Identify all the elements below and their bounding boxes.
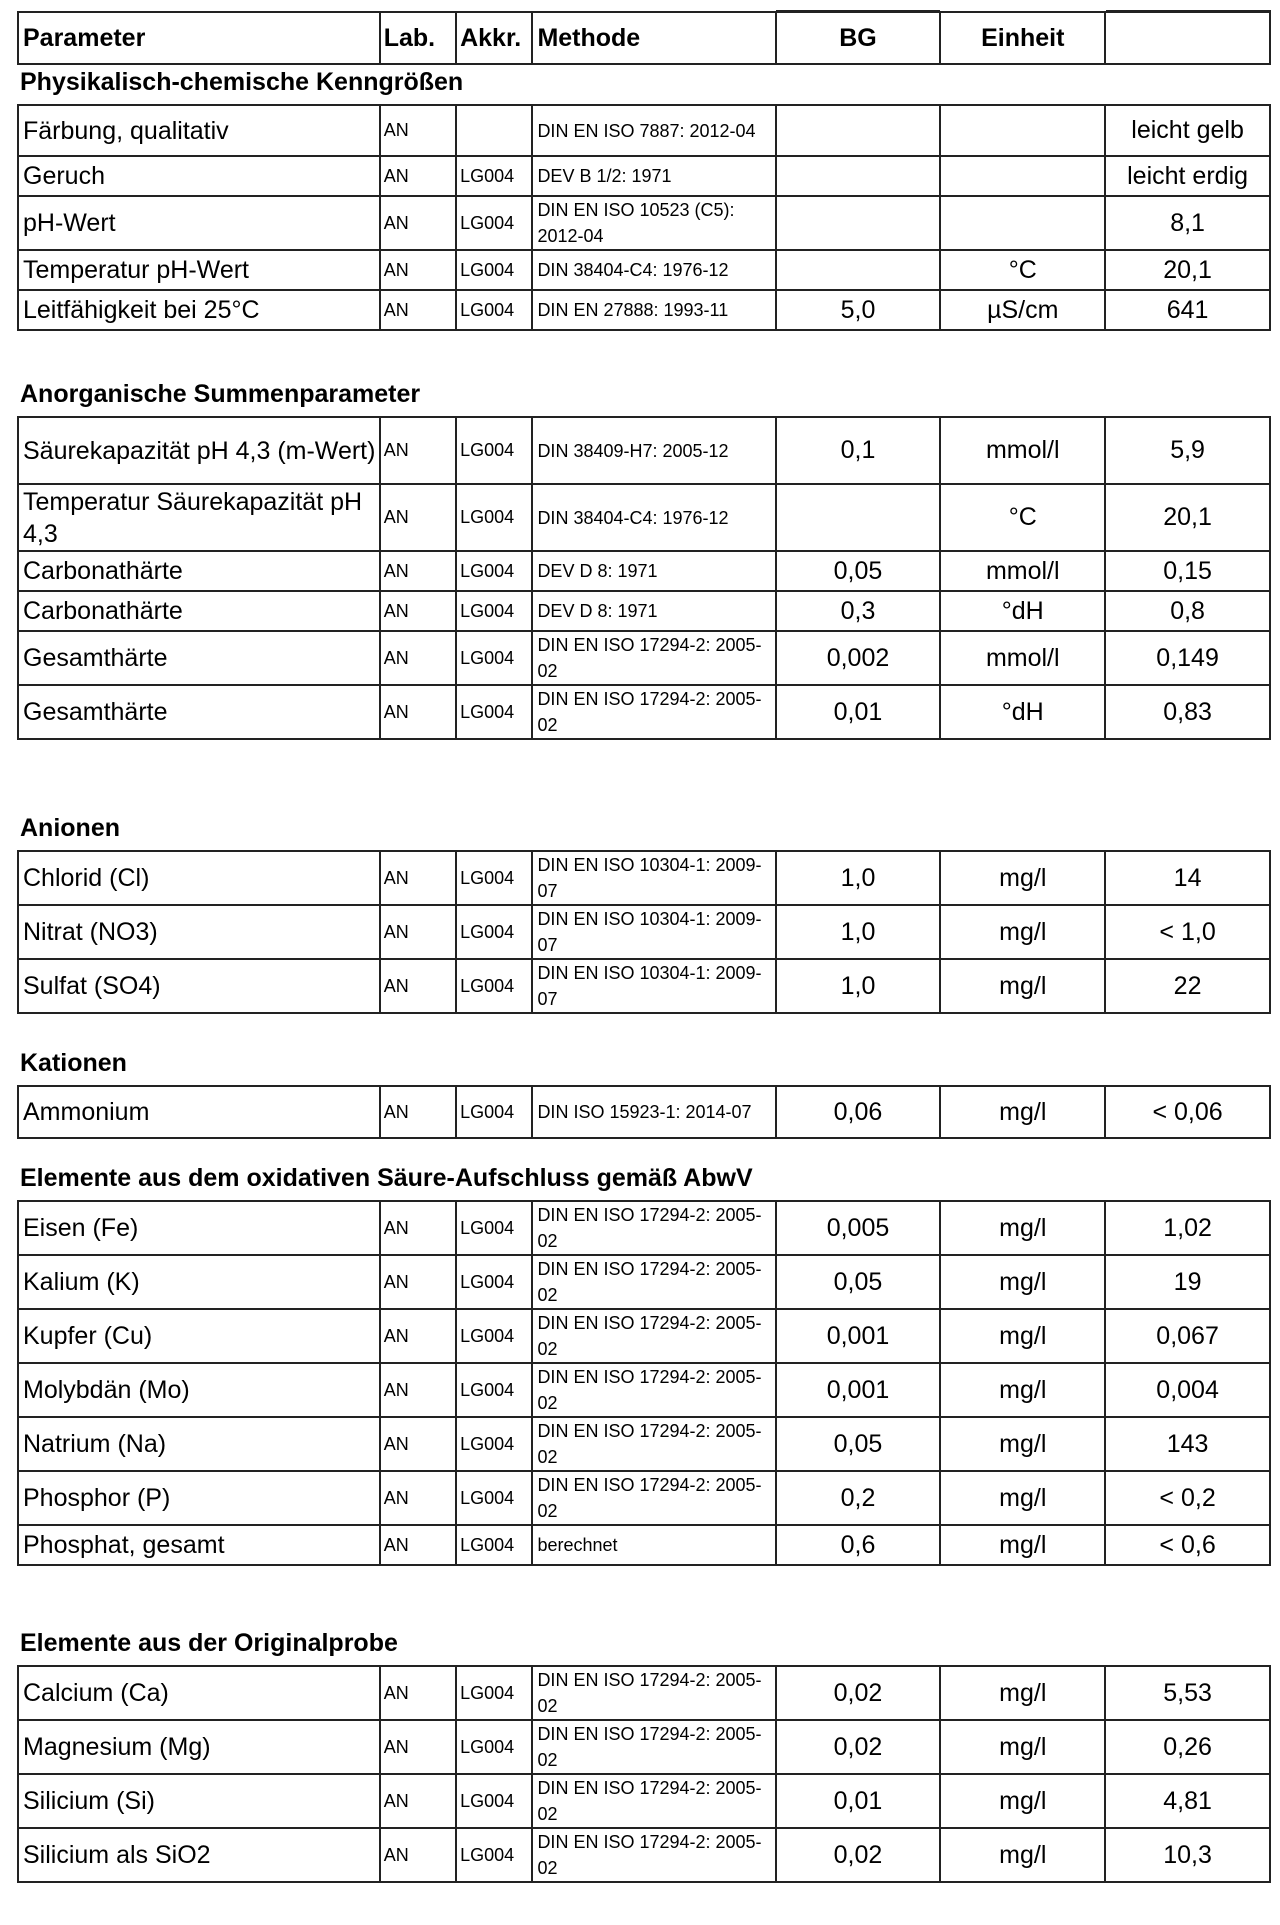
value-cell: 641 bbox=[1105, 290, 1270, 330]
lab-cell: AN bbox=[380, 417, 456, 484]
table-row bbox=[18, 1828, 1270, 1882]
value-cell: 0,26 bbox=[1105, 1720, 1270, 1774]
bg-cell: 0,3 bbox=[776, 591, 941, 631]
value-cell: < 0,6 bbox=[1105, 1525, 1270, 1565]
akkr-cell: LG004 bbox=[456, 1666, 532, 1720]
parameter-cell: Magnesium (Mg) bbox=[18, 1720, 380, 1774]
bg-cell: 1,0 bbox=[776, 851, 941, 905]
value-cell: leicht erdig bbox=[1105, 156, 1270, 196]
section-table bbox=[17, 1085, 1271, 1139]
unit-cell: °C bbox=[940, 250, 1105, 290]
table-row bbox=[18, 105, 1270, 156]
section-title: Elemente aus dem oxidativen Säure-Aufschluss gemäß AbwV bbox=[20, 1164, 753, 1192]
value-cell: 0,83 bbox=[1105, 685, 1270, 739]
bg-cell: 0,02 bbox=[776, 1828, 941, 1882]
unit-cell: mg/l bbox=[940, 959, 1105, 1013]
table-row bbox=[18, 1417, 1270, 1471]
lab-cell: AN bbox=[380, 1309, 456, 1363]
unit-cell: mg/l bbox=[940, 1828, 1105, 1882]
bg-cell bbox=[776, 105, 941, 156]
method-cell: DIN 38404-C4: 1976-12 bbox=[532, 250, 775, 290]
section-table bbox=[17, 1665, 1271, 1883]
parameter-cell: Silicium (Si) bbox=[18, 1774, 380, 1828]
bg-cell: 0,02 bbox=[776, 1720, 941, 1774]
value-cell: 22 bbox=[1105, 959, 1270, 1013]
method-cell: DIN EN ISO 7887: 2012-04 bbox=[532, 105, 775, 156]
header-parameter: Parameter bbox=[18, 12, 380, 64]
bg-cell: 0,001 bbox=[776, 1363, 941, 1417]
value-cell: 19 bbox=[1105, 1255, 1270, 1309]
parameter-cell: Leitfähigkeit bei 25°C bbox=[18, 290, 380, 330]
bg-cell: 1,0 bbox=[776, 905, 941, 959]
value-cell: leicht gelb bbox=[1105, 105, 1270, 156]
section-title: Kationen bbox=[20, 1049, 127, 1077]
value-cell: 0,149 bbox=[1105, 631, 1270, 685]
parameter-cell: Carbonathärte bbox=[18, 591, 380, 631]
method-cell: DIN ISO 15923-1: 2014-07 bbox=[532, 1086, 775, 1138]
unit-cell: mg/l bbox=[940, 1666, 1105, 1720]
parameter-cell: Ammonium bbox=[18, 1086, 380, 1138]
bg-cell bbox=[776, 196, 941, 250]
lab-cell: AN bbox=[380, 551, 456, 591]
table-row bbox=[18, 685, 1270, 739]
akkr-cell: LG004 bbox=[456, 290, 532, 330]
method-cell: DIN EN ISO 10304-1: 2009-07 bbox=[532, 851, 775, 905]
parameter-cell: Carbonathärte bbox=[18, 551, 380, 591]
value-cell: 20,1 bbox=[1105, 484, 1270, 551]
method-cell: DIN EN ISO 17294-2: 2005-02 bbox=[532, 1720, 775, 1774]
header-row bbox=[18, 12, 1270, 64]
section-table bbox=[17, 104, 1271, 331]
unit-cell: mg/l bbox=[940, 1086, 1105, 1138]
akkr-cell: LG004 bbox=[456, 196, 532, 250]
bg-cell: 0,6 bbox=[776, 1525, 941, 1565]
unit-cell: mmol/l bbox=[940, 631, 1105, 685]
parameter-cell: Phosphat, gesamt bbox=[18, 1525, 380, 1565]
bg-cell: 5,0 bbox=[776, 290, 941, 330]
section-title: Physikalisch-chemische Kenngrößen bbox=[20, 68, 464, 96]
akkr-cell: LG004 bbox=[456, 551, 532, 591]
akkr-cell: LG004 bbox=[456, 1201, 532, 1255]
parameter-cell: Gesamthärte bbox=[18, 685, 380, 739]
parameter-cell: Geruch bbox=[18, 156, 380, 196]
parameter-cell: Natrium (Na) bbox=[18, 1417, 380, 1471]
table-row bbox=[18, 1471, 1270, 1525]
bg-cell: 0,05 bbox=[776, 1417, 941, 1471]
lab-cell: AN bbox=[380, 1086, 456, 1138]
method-cell: DIN EN ISO 10304-1: 2009-07 bbox=[532, 959, 775, 1013]
header-lab: Lab. bbox=[380, 12, 456, 64]
table-row bbox=[18, 1774, 1270, 1828]
unit-cell: mg/l bbox=[940, 1720, 1105, 1774]
table-row bbox=[18, 1309, 1270, 1363]
unit-cell: mg/l bbox=[940, 1471, 1105, 1525]
parameter-cell: Kupfer (Cu) bbox=[18, 1309, 380, 1363]
unit-cell: mg/l bbox=[940, 1201, 1105, 1255]
table-row bbox=[18, 1201, 1270, 1255]
table-row bbox=[18, 484, 1270, 551]
table-row bbox=[18, 1720, 1270, 1774]
method-cell: berechnet bbox=[532, 1525, 775, 1565]
unit-cell: mg/l bbox=[940, 1774, 1105, 1828]
header-bg: BG bbox=[776, 12, 941, 64]
header-value bbox=[1105, 12, 1270, 64]
value-cell: < 1,0 bbox=[1105, 905, 1270, 959]
bg-cell: 0,2 bbox=[776, 1471, 941, 1525]
bg-cell bbox=[776, 250, 941, 290]
bg-cell: 0,06 bbox=[776, 1086, 941, 1138]
bg-cell: 0,05 bbox=[776, 1255, 941, 1309]
akkr-cell: LG004 bbox=[456, 631, 532, 685]
bg-cell: 1,0 bbox=[776, 959, 941, 1013]
akkr-cell: LG004 bbox=[456, 250, 532, 290]
lab-cell: AN bbox=[380, 196, 456, 250]
value-cell: 0,15 bbox=[1105, 551, 1270, 591]
parameter-cell: Temperatur pH-Wert bbox=[18, 250, 380, 290]
lab-cell: AN bbox=[380, 1720, 456, 1774]
value-cell: 143 bbox=[1105, 1417, 1270, 1471]
lab-cell: AN bbox=[380, 851, 456, 905]
value-cell: 0,067 bbox=[1105, 1309, 1270, 1363]
value-cell: 5,9 bbox=[1105, 417, 1270, 484]
akkr-cell: LG004 bbox=[456, 1525, 532, 1565]
value-cell: 0,8 bbox=[1105, 591, 1270, 631]
unit-cell bbox=[940, 196, 1105, 250]
value-cell: < 0,06 bbox=[1105, 1086, 1270, 1138]
header-methode: Methode bbox=[532, 12, 775, 64]
lab-cell: AN bbox=[380, 685, 456, 739]
bg-cell bbox=[776, 484, 941, 551]
lab-cell: AN bbox=[380, 1471, 456, 1525]
bg-cell: 0,05 bbox=[776, 551, 941, 591]
method-cell: DIN EN ISO 17294-2: 2005-02 bbox=[532, 685, 775, 739]
lab-cell: AN bbox=[380, 250, 456, 290]
unit-cell: mmol/l bbox=[940, 551, 1105, 591]
akkr-cell: LG004 bbox=[456, 1828, 532, 1882]
bg-cell: 0,01 bbox=[776, 685, 941, 739]
parameter-cell: Kalium (K) bbox=[18, 1255, 380, 1309]
unit-cell: mg/l bbox=[940, 1417, 1105, 1471]
method-cell: DIN EN 27888: 1993-11 bbox=[532, 290, 775, 330]
unit-cell: mg/l bbox=[940, 1525, 1105, 1565]
parameter-cell: Nitrat (NO3) bbox=[18, 905, 380, 959]
method-cell: DIN 38409-H7: 2005-12 bbox=[532, 417, 775, 484]
lab-cell: AN bbox=[380, 591, 456, 631]
unit-cell: mg/l bbox=[940, 905, 1105, 959]
method-cell: DIN EN ISO 17294-2: 2005-02 bbox=[532, 1417, 775, 1471]
value-cell: 0,004 bbox=[1105, 1363, 1270, 1417]
lab-cell: AN bbox=[380, 1255, 456, 1309]
table-row bbox=[18, 1086, 1270, 1138]
akkr-cell: LG004 bbox=[456, 1720, 532, 1774]
method-cell: DEV B 1/2: 1971 bbox=[532, 156, 775, 196]
value-cell: 8,1 bbox=[1105, 196, 1270, 250]
table-row bbox=[18, 551, 1270, 591]
method-cell: DIN EN ISO 17294-2: 2005-02 bbox=[532, 1363, 775, 1417]
parameter-cell: Säurekapazität pH 4,3 (m-Wert) bbox=[18, 417, 380, 484]
method-cell: DIN EN ISO 17294-2: 2005-02 bbox=[532, 1828, 775, 1882]
unit-cell: °C bbox=[940, 484, 1105, 551]
value-cell: 5,53 bbox=[1105, 1666, 1270, 1720]
akkr-cell: LG004 bbox=[456, 1774, 532, 1828]
header-akkr: Akkr. bbox=[456, 12, 532, 64]
method-cell: DIN EN ISO 17294-2: 2005-02 bbox=[532, 1471, 775, 1525]
lab-cell: AN bbox=[380, 631, 456, 685]
unit-cell: mmol/l bbox=[940, 417, 1105, 484]
parameter-cell: Färbung, qualitativ bbox=[18, 105, 380, 156]
akkr-cell: LG004 bbox=[456, 1086, 532, 1138]
parameter-cell: Phosphor (P) bbox=[18, 1471, 380, 1525]
parameter-cell: Molybdän (Mo) bbox=[18, 1363, 380, 1417]
table-row bbox=[18, 1525, 1270, 1565]
table-row bbox=[18, 959, 1270, 1013]
unit-cell: °dH bbox=[940, 685, 1105, 739]
lab-cell: AN bbox=[380, 290, 456, 330]
table-row bbox=[18, 591, 1270, 631]
bg-cell: 0,005 bbox=[776, 1201, 941, 1255]
header-einheit: Einheit bbox=[940, 12, 1105, 64]
lab-cell: AN bbox=[380, 1828, 456, 1882]
parameter-cell: Calcium (Ca) bbox=[18, 1666, 380, 1720]
unit-cell: mg/l bbox=[940, 1309, 1105, 1363]
value-cell: 10,3 bbox=[1105, 1828, 1270, 1882]
akkr-cell: LG004 bbox=[456, 1309, 532, 1363]
unit-cell bbox=[940, 105, 1105, 156]
bg-cell: 0,01 bbox=[776, 1774, 941, 1828]
unit-cell: mg/l bbox=[940, 1363, 1105, 1417]
method-cell: DIN EN ISO 17294-2: 2005-02 bbox=[532, 631, 775, 685]
unit-cell bbox=[940, 156, 1105, 196]
lab-cell: AN bbox=[380, 484, 456, 551]
header-table bbox=[17, 11, 1271, 65]
lab-cell: AN bbox=[380, 959, 456, 1013]
section-title: Anionen bbox=[20, 814, 120, 842]
value-cell: < 0,2 bbox=[1105, 1471, 1270, 1525]
table-row bbox=[18, 290, 1270, 330]
akkr-cell: LG004 bbox=[456, 851, 532, 905]
akkr-cell: LG004 bbox=[456, 905, 532, 959]
parameter-cell: Eisen (Fe) bbox=[18, 1201, 380, 1255]
bg-cell: 0,02 bbox=[776, 1666, 941, 1720]
unit-cell: mg/l bbox=[940, 1255, 1105, 1309]
lab-cell: AN bbox=[380, 905, 456, 959]
akkr-cell: LG004 bbox=[456, 1255, 532, 1309]
bg-cell bbox=[776, 156, 941, 196]
method-cell: DEV D 8: 1971 bbox=[532, 591, 775, 631]
lab-cell: AN bbox=[380, 105, 456, 156]
akkr-cell: LG004 bbox=[456, 685, 532, 739]
parameter-cell: Gesamthärte bbox=[18, 631, 380, 685]
lab-cell: AN bbox=[380, 1363, 456, 1417]
parameter-cell: Temperatur Säurekapazität pH 4,3 bbox=[18, 484, 380, 551]
parameter-cell: Chlorid (Cl) bbox=[18, 851, 380, 905]
method-cell: DIN EN ISO 17294-2: 2005-02 bbox=[532, 1774, 775, 1828]
table-row bbox=[18, 1666, 1270, 1720]
lab-cell: AN bbox=[380, 156, 456, 196]
bg-cell: 0,001 bbox=[776, 1309, 941, 1363]
table-row bbox=[18, 905, 1270, 959]
method-cell: DIN 38404-C4: 1976-12 bbox=[532, 484, 775, 551]
akkr-cell: LG004 bbox=[456, 1471, 532, 1525]
lab-cell: AN bbox=[380, 1774, 456, 1828]
method-cell: DIN EN ISO 17294-2: 2005-02 bbox=[532, 1666, 775, 1720]
table-row bbox=[18, 1363, 1270, 1417]
table-row bbox=[18, 1255, 1270, 1309]
parameter-cell: pH-Wert bbox=[18, 196, 380, 250]
method-cell: DIN EN ISO 17294-2: 2005-02 bbox=[532, 1309, 775, 1363]
section-title: Elemente aus der Originalprobe bbox=[20, 1629, 398, 1657]
method-cell: DIN EN ISO 10304-1: 2009-07 bbox=[532, 905, 775, 959]
value-cell: 4,81 bbox=[1105, 1774, 1270, 1828]
unit-cell: °dH bbox=[940, 591, 1105, 631]
table-row bbox=[18, 156, 1270, 196]
table-row bbox=[18, 631, 1270, 685]
unit-cell: mg/l bbox=[940, 851, 1105, 905]
method-cell: DIN EN ISO 17294-2: 2005-02 bbox=[532, 1201, 775, 1255]
section-title: Anorganische Summenparameter bbox=[20, 380, 421, 408]
table-row bbox=[18, 196, 1270, 250]
method-cell: DIN EN ISO 17294-2: 2005-02 bbox=[532, 1255, 775, 1309]
bg-cell: 0,1 bbox=[776, 417, 941, 484]
section-table bbox=[17, 1200, 1271, 1566]
value-cell: 1,02 bbox=[1105, 1201, 1270, 1255]
akkr-cell bbox=[456, 105, 532, 156]
parameter-cell: Silicium als SiO2 bbox=[18, 1828, 380, 1882]
lab-cell: AN bbox=[380, 1666, 456, 1720]
table-row bbox=[18, 250, 1270, 290]
akkr-cell: LG004 bbox=[456, 959, 532, 1013]
akkr-cell: LG004 bbox=[456, 1417, 532, 1471]
akkr-cell: LG004 bbox=[456, 591, 532, 631]
section-table bbox=[17, 850, 1271, 1014]
parameter-cell: Sulfat (SO4) bbox=[18, 959, 380, 1013]
lab-cell: AN bbox=[380, 1525, 456, 1565]
method-cell: DIN EN ISO 10523 (C5): 2012-04 bbox=[532, 196, 775, 250]
akkr-cell: LG004 bbox=[456, 417, 532, 484]
akkr-cell: LG004 bbox=[456, 484, 532, 551]
bg-cell: 0,002 bbox=[776, 631, 941, 685]
akkr-cell: LG004 bbox=[456, 156, 532, 196]
table-row bbox=[18, 851, 1270, 905]
lab-cell: AN bbox=[380, 1201, 456, 1255]
akkr-cell: LG004 bbox=[456, 1363, 532, 1417]
table-row bbox=[18, 417, 1270, 484]
value-cell: 20,1 bbox=[1105, 250, 1270, 290]
unit-cell: µS/cm bbox=[940, 290, 1105, 330]
section-table bbox=[17, 416, 1271, 740]
value-cell: 14 bbox=[1105, 851, 1270, 905]
lab-cell: AN bbox=[380, 1417, 456, 1471]
method-cell: DEV D 8: 1971 bbox=[532, 551, 775, 591]
